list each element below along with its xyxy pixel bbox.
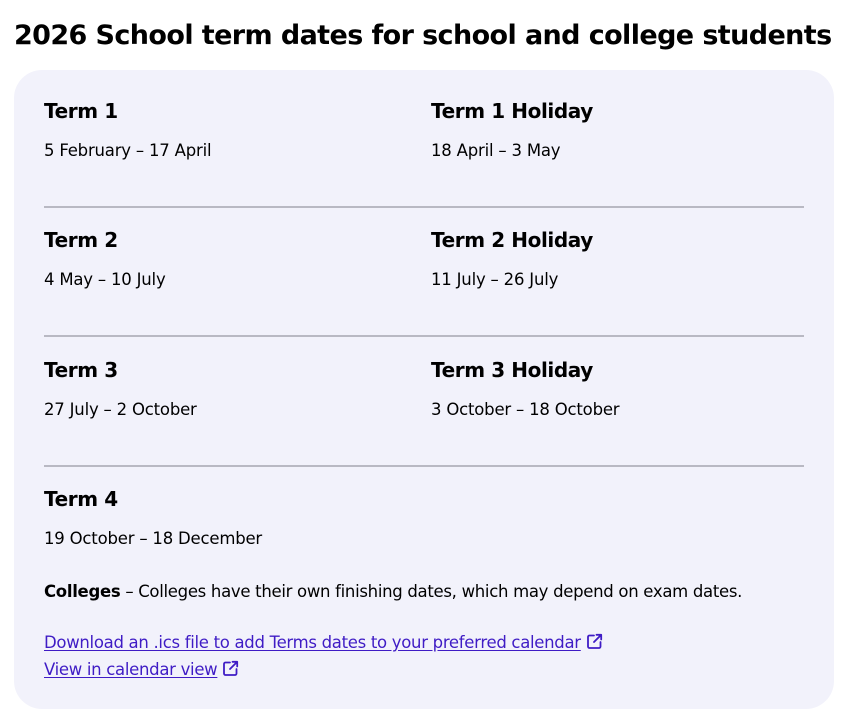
term-2-holiday [431, 226, 593, 291]
divider [44, 206, 804, 208]
term-3-holiday [431, 356, 619, 421]
term-title: Term 4 [44, 487, 118, 511]
colleges-label: Colleges [44, 582, 121, 601]
holiday-dates: 11 July – 26 July [431, 270, 559, 289]
term-title: Term 3 [44, 358, 118, 382]
divider [44, 335, 804, 337]
divider [44, 465, 804, 467]
term-4 [44, 485, 262, 550]
external-link-icon [222, 660, 239, 677]
calendar-view-link-row [44, 659, 239, 681]
holiday-title: Term 3 Holiday [431, 358, 593, 382]
term-row [44, 485, 804, 585]
holiday-title: Term 2 Holiday [431, 228, 593, 252]
term-title: Term 1 [44, 99, 118, 123]
download-ics-link-label: Download an .ics file to add Terms dates to your preferred calendar [44, 633, 581, 652]
term-3 [44, 356, 197, 421]
download-ics-link[interactable] [44, 633, 581, 652]
holiday-dates: 3 October – 18 October [431, 400, 620, 419]
term-dates: 5 February – 17 April [44, 141, 212, 160]
term-dates: 4 May – 10 July [44, 270, 166, 289]
colleges-text: – Colleges have their own finishing dates, which may depend on exam dates. [120, 582, 743, 601]
page-title: 2026 School term dates for school and college students [14, 20, 832, 51]
calendar-view-link[interactable] [44, 660, 217, 679]
term-row [44, 97, 804, 197]
holiday-title: Term 1 Holiday [431, 99, 593, 123]
term-row [44, 226, 804, 326]
calendar-view-link-label: View in calendar view [44, 660, 218, 679]
term-row [44, 356, 804, 456]
term-dates-card [14, 70, 834, 709]
term-title: Term 2 [44, 228, 118, 252]
term-dates: 27 July – 2 October [44, 400, 197, 419]
term-2 [44, 226, 166, 291]
term-dates: 19 October – 18 December [44, 529, 263, 548]
term-1 [44, 97, 211, 162]
external-link-icon [586, 633, 603, 650]
holiday-dates: 18 April – 3 May [431, 141, 561, 160]
term-1-holiday [431, 97, 593, 162]
colleges-note [44, 581, 742, 603]
download-ics-link-row [44, 632, 603, 654]
